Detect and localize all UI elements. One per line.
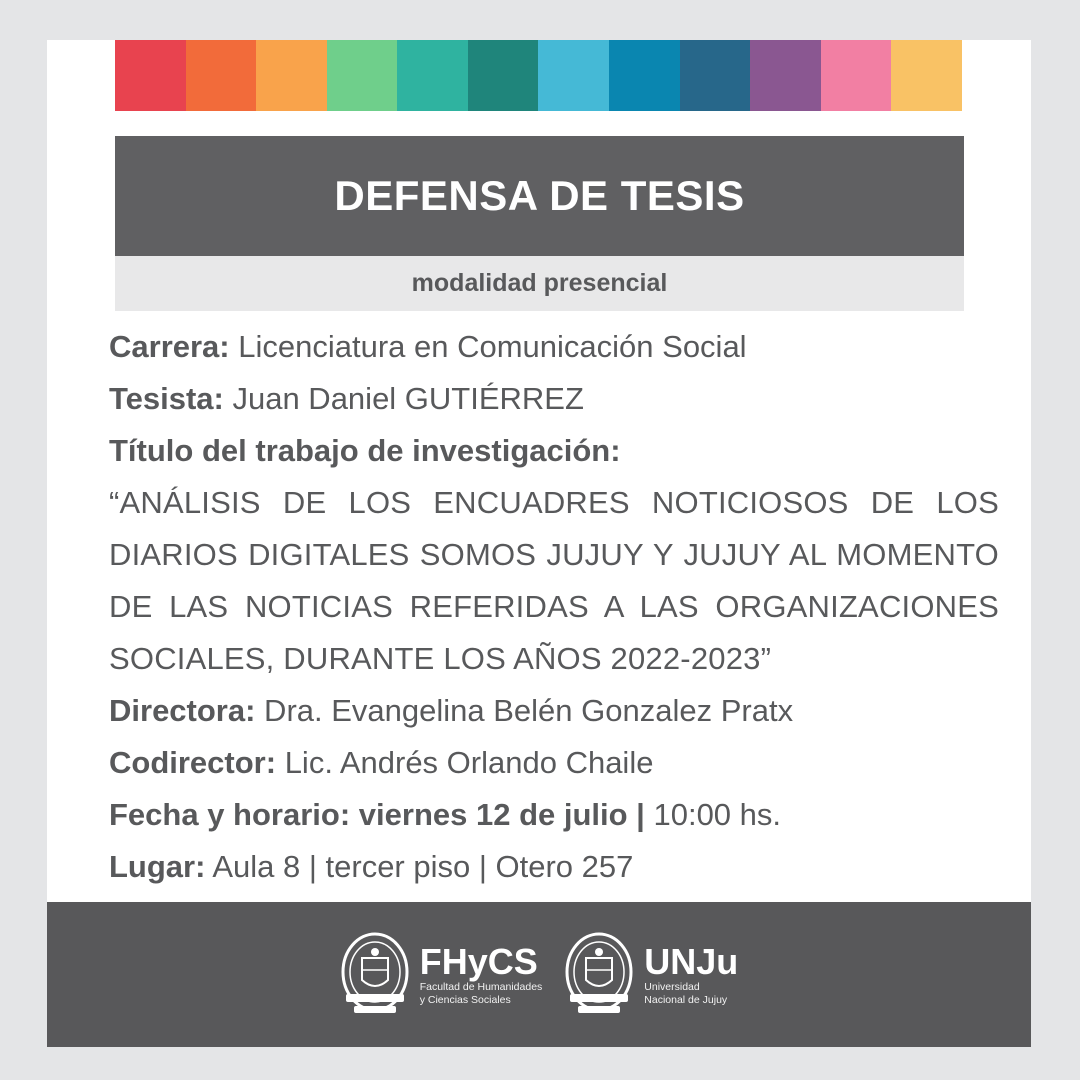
lugar-value: Aula 8 | tercer piso | Otero 257 [205, 849, 634, 884]
directora-row [109, 685, 999, 737]
thesis-details [109, 321, 999, 893]
tesista-label: Tesista: [109, 381, 224, 416]
modality-subtitle: modalidad presencial [411, 269, 668, 297]
codirector-value: Lic. Andrés Orlando Chaile [276, 745, 654, 780]
color-stripe [750, 40, 821, 111]
subtitle-band [115, 256, 964, 311]
tesista-value: Juan Daniel GUTIÉRREZ [223, 381, 584, 416]
fecha-label: Fecha y horario: viernes 12 de julio | [109, 797, 645, 832]
color-stripe [609, 40, 680, 111]
color-stripe [680, 40, 751, 111]
color-stripe [397, 40, 468, 111]
flyer-card [47, 40, 1031, 1047]
unju-name: UNJu [644, 940, 739, 982]
fecha-row [109, 789, 999, 841]
unju-line1: Universidad [644, 980, 700, 993]
color-stripe [327, 40, 398, 111]
carrera-label: Carrera: [109, 329, 230, 364]
carrera-value: Licenciatura en Comunicación Social [229, 329, 747, 364]
footer-logos [47, 902, 1031, 1047]
color-stripe [115, 40, 186, 111]
directora-label: Directora: [109, 693, 256, 728]
university-seal-icon [564, 930, 634, 1020]
lugar-row [109, 841, 999, 893]
page-title: DEFENSA DE TESIS [334, 172, 745, 219]
codirector-row [109, 737, 999, 789]
lugar-label: Lugar: [109, 849, 206, 884]
color-stripe [186, 40, 257, 111]
unju-logo [564, 930, 738, 1020]
color-stripe [821, 40, 892, 111]
directora-value: Dra. Evangelina Belén Gonzalez Pratx [255, 693, 794, 728]
fhycs-name: FHyCS [419, 940, 538, 982]
color-stripe [538, 40, 609, 111]
titulo-label: Título del trabajo de investigación: [109, 433, 621, 468]
codirector-label: Codirector: [109, 745, 277, 780]
carrera-row [109, 321, 999, 373]
tesista-row [109, 373, 999, 425]
color-stripes [115, 40, 962, 111]
title-band [115, 136, 964, 256]
color-stripe [468, 40, 539, 111]
fhycs-line1: Facultad de Humanidades [419, 980, 543, 993]
university-seal-icon [340, 930, 410, 1020]
fecha-value: 10:00 hs. [644, 797, 782, 832]
fhycs-line2: y Ciencias Sociales [419, 993, 511, 1006]
fhycs-logo [340, 930, 543, 1020]
unju-line2: Nacional de Jujuy [644, 993, 728, 1006]
titulo-value: “ANÁLISIS DE LOS ENCUADRES NOTICIOSOS DE LOS DIARIOS DIGITALES SOMOS JUJUY Y JUJUY AL MOMENTO DE LAS NOTICIAS REFERIDAS A LAS ORGANIZACIONES SOCIALES, DURANTE LOS AÑOS 2022-2023” [109, 485, 999, 676]
color-stripe [891, 40, 962, 111]
color-stripe [256, 40, 327, 111]
